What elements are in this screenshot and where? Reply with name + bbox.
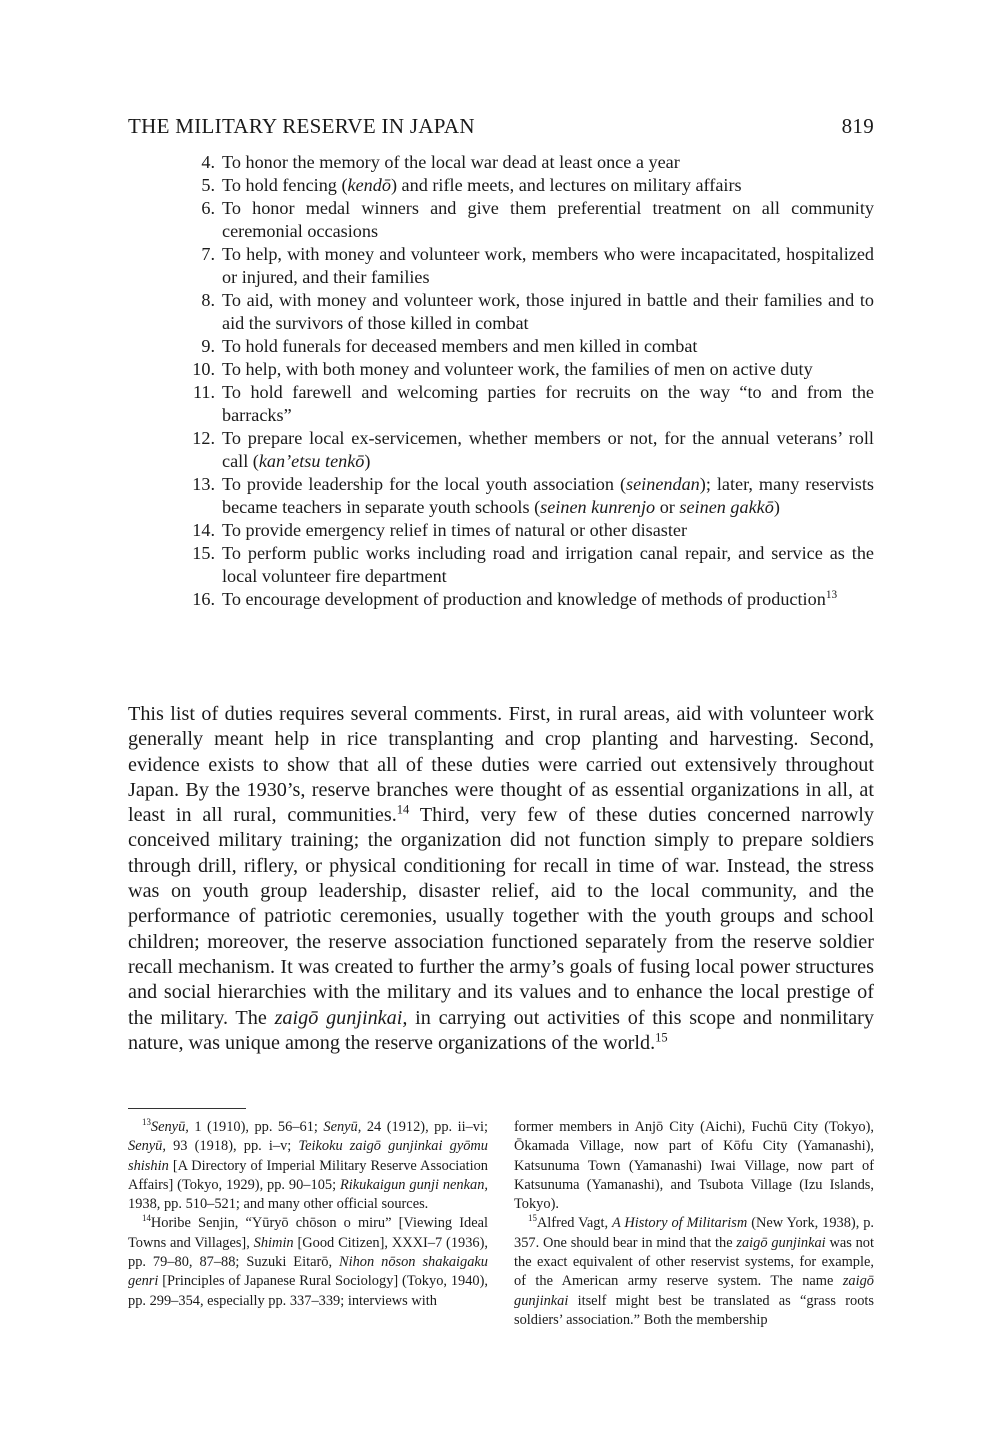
duty-item xyxy=(128,197,874,243)
footnotes xyxy=(128,1118,874,1330)
duty-number: 12. xyxy=(192,428,215,448)
duty-number: 15. xyxy=(192,543,215,563)
duty-item xyxy=(128,289,874,335)
footnote-13 xyxy=(128,1118,488,1214)
footnote-number: 14 xyxy=(142,1213,151,1224)
fn-italic: zaigō gunjinkai xyxy=(514,1273,874,1309)
duty-item xyxy=(128,519,874,542)
duty-text xyxy=(222,289,874,335)
footnote-14 xyxy=(128,1214,488,1310)
body-text-2: Third, very few of these duties concerned narrowly conceived military training; the organization did not function simply to prepare soldiers through drill, riflery, or physical conditioning for recall in time of war. Instead, the stress was on youth group leadership, disaster relief, aid to the local community, and the performance of patriotic ceremonies, usually together with the youth groups and school children; moreover, the reserve association functioned separately from the reserve soldier recall mechanism. It was created to further the army’s goals of fusing local power structures and social hierarchies with the military and its values and to enhance the local prestige of the military. The xyxy=(128,804,874,1029)
fn-text: [Good Citizen], XXXI–7 (1936), pp. 79–80, 87–88; Suzuki Eitarō, xyxy=(128,1234,488,1271)
fn-text: Alfred Vagt, xyxy=(536,1215,612,1232)
duty-text xyxy=(222,243,874,289)
duty-text-part: To help, with both money and volunteer work, the families of men on active duty xyxy=(222,359,813,379)
duty-item xyxy=(128,473,874,519)
fn-text: [Principles of Japanese Rural Sociology] (Tokyo, 1940), pp. 299–354, especially pp. 337–339; interviews with xyxy=(128,1273,488,1309)
duty-number: 10. xyxy=(192,359,215,379)
duty-number: 6. xyxy=(201,198,215,218)
fn-italic: zaigō gunjinkai xyxy=(736,1234,826,1251)
duty-item xyxy=(128,427,874,473)
duty-text-part: ) xyxy=(364,451,371,471)
duty-text-part: To hold fencing ( xyxy=(222,175,348,195)
footnote-15 xyxy=(514,1214,874,1330)
duty-text-part: To perform public works including road and irrigation canal repair, and service as the local volunteer fire department xyxy=(222,543,874,586)
duty-item xyxy=(128,243,874,289)
duty-term: kan’etsu tenkō xyxy=(258,451,365,471)
duty-text-part: ) xyxy=(773,497,780,517)
fn-italic: Senyū, xyxy=(128,1138,166,1155)
duty-number: 4. xyxy=(201,152,215,172)
duty-item xyxy=(128,358,874,381)
duty-text-part: To help, with money and volunteer work, members who were incapacitated, hospitalized or injured, and their families xyxy=(222,244,874,287)
duty-text xyxy=(222,542,874,588)
duties-list xyxy=(128,151,874,611)
duty-item xyxy=(128,588,874,611)
duty-text xyxy=(222,381,874,427)
duty-text-part: ); later, many reservists became teachers in separate youth schools ( xyxy=(222,474,874,517)
duty-text-part: or xyxy=(655,497,680,517)
fn-italic: Nihon nōson shakaigaku genri xyxy=(128,1254,488,1290)
running-header xyxy=(128,114,874,139)
duty-term: seinen kunrenjo xyxy=(540,497,656,517)
duty-item xyxy=(128,542,874,588)
footnote-ref-13[interactable]: 13 xyxy=(825,588,838,601)
body-paragraph xyxy=(128,702,874,1056)
duty-text-part: To hold funerals for deceased members and men killed in combat xyxy=(222,336,698,356)
body-text-1: This list of duties requires several comments. First, in rural areas, aid with volunteer work generally meant help in rice transplanting and crop planting and harvesting. Second, evidence exists to show that all of these duties were carried out extensively throughout Japan. By the 1930’s, reserve branches were thought of as essential organizations in all, at least in all rural, communities. xyxy=(128,703,874,827)
fn-text: was not the exact equivalent of other reservist systems, for example, of the American army reserve system. The name xyxy=(514,1234,874,1290)
duty-text-part: To encourage development of production and knowledge of methods of production xyxy=(222,589,826,609)
duty-number: 7. xyxy=(201,244,215,264)
footnote-14-continued: former members in Anjō City (Aichi), Fuchū City (Tokyo), Ōkamada Village, now part of Kōfu City (Yamanashi), Katsunuma Town (Yamanashi) Iwai Village, now part of Katsunuma (Yamanashi), and Tsubota Village (Izu Islands, Tokyo). xyxy=(514,1119,874,1213)
fn-text: (New York, 1938), p. 357. One should bear in mind that the xyxy=(514,1215,874,1251)
page-number: 819 xyxy=(841,114,874,138)
duty-number: 11. xyxy=(192,382,215,402)
fn-italic: Shimin xyxy=(253,1234,294,1251)
footnotes-left-column xyxy=(128,1118,488,1330)
duty-term: seinen gakkō xyxy=(679,497,774,517)
duty-text-part: To provide emergency relief in times of natural or other disaster xyxy=(222,520,688,540)
duty-text xyxy=(222,197,874,243)
fn-italic: Teikoku zaigō gunjinkai gyōmu shishin xyxy=(128,1138,488,1174)
fn-italic: Senyū, xyxy=(150,1119,189,1135)
duty-term: seinendan xyxy=(626,474,700,494)
duty-text-part: ) and rifle meets, and lectures on military affairs xyxy=(390,175,742,195)
footnote-ref-15[interactable]: 15 xyxy=(655,1030,668,1045)
fn-text: itself might best be translated as “grass roots soldiers’ association.” Both the membership xyxy=(514,1292,874,1328)
duty-number: 13. xyxy=(192,474,215,494)
fn-italic: Rikukaigun gunji nenkan, xyxy=(339,1176,488,1193)
duty-text-part: To honor the memory of the local war dead at least once a year xyxy=(222,152,680,172)
fn-text: 1938, pp. 510–521; and many other official sources. xyxy=(128,1196,429,1213)
duty-text xyxy=(222,174,874,197)
fn-text: [A Directory of Imperial Military Reserve Association Affairs] (Tokyo, 1929), pp. 90–105; xyxy=(128,1157,488,1193)
fn-italic: Senyū, xyxy=(323,1119,362,1135)
body-text-3: in carrying out activities of this scope and nonmilitary nature, was unique among the reserve organizations of the world. xyxy=(128,1006,874,1054)
duty-text xyxy=(222,358,874,381)
duty-text-part: To aid, with money and volunteer work, those injured in battle and their families and to aid the survivors of those killed in combat xyxy=(222,290,874,333)
duty-item xyxy=(128,174,874,197)
duty-item xyxy=(128,151,874,174)
duty-text xyxy=(222,335,874,358)
footnotes-right-column xyxy=(514,1118,874,1330)
fn-text: 93 (1918), pp. i–v; xyxy=(165,1138,299,1155)
duty-text xyxy=(222,588,874,611)
duty-number: 9. xyxy=(201,336,215,356)
duty-text xyxy=(222,151,874,174)
running-title: THE MILITARY RESERVE IN JAPAN xyxy=(128,114,475,138)
duty-number: 8. xyxy=(201,290,215,310)
duty-term: kendō xyxy=(347,175,391,195)
duty-number: 16. xyxy=(192,589,215,609)
duty-text xyxy=(222,473,874,519)
footnote-ref-14[interactable]: 14 xyxy=(396,802,410,817)
duty-number: 14. xyxy=(192,520,215,540)
duty-text-part: To hold farewell and welcoming parties for recruits on the way “to and from the barracks” xyxy=(222,382,874,425)
duty-text xyxy=(222,427,874,473)
duty-item xyxy=(128,381,874,427)
footnote-number: 13 xyxy=(142,1117,151,1128)
duty-text-part: To honor medal winners and give them preferential treatment on all community ceremonial occasions xyxy=(222,198,874,241)
fn-text: Horibe Senjin, “Yūryō chōson o miru” [Viewing Ideal Towns and Villages], xyxy=(128,1215,488,1251)
duty-text-part: To provide leadership for the local youth association ( xyxy=(222,474,627,494)
duty-text xyxy=(222,519,874,542)
duty-number: 5. xyxy=(201,175,215,195)
body-term-zaigo-gunjinkai: zaigō gunjinkai, xyxy=(274,1006,408,1029)
footnote-rule xyxy=(128,1108,246,1109)
duty-text-part: To prepare local ex-servicemen, whether members or not, for the annual veterans’ roll call ( xyxy=(222,428,874,471)
fn-italic: A History of Militarism xyxy=(611,1215,748,1232)
duty-item xyxy=(128,335,874,358)
fn-text: 24 (1912), pp. ii–vi; xyxy=(361,1119,488,1135)
fn-text: 1 (1910), pp. 56–61; xyxy=(188,1119,324,1135)
footnote-number: 15 xyxy=(528,1213,537,1224)
